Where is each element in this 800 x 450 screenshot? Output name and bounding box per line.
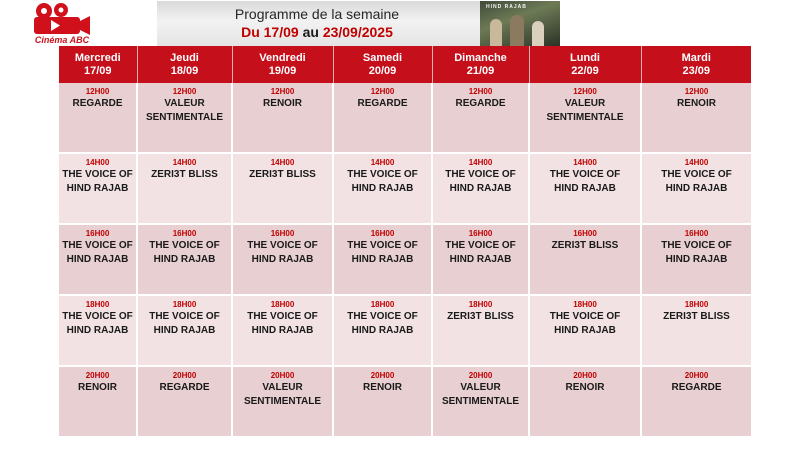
movie-poster	[480, 1, 560, 46]
day-header: Mardi 23/09	[641, 46, 751, 83]
film-title: RENOIR	[263, 98, 302, 109]
film-title: HIND RAJAB	[665, 182, 728, 194]
day-header: Jeudi 18/09	[137, 46, 232, 83]
film-title: HIND RAJAB	[351, 253, 414, 265]
film-title: HIND RAJAB	[665, 253, 728, 265]
film-title: THE VOICE OF	[549, 311, 621, 322]
screening-cell	[432, 366, 529, 437]
screening-time: 18H00	[172, 300, 197, 309]
film-title: ZERI3T BLISS	[151, 169, 218, 180]
film-title: ZERI3T BLISS	[551, 240, 619, 251]
film-title: SENTIMENTALE	[243, 395, 322, 407]
poster-title: HIND RAJAB	[486, 4, 527, 10]
screening-time: 12H00	[684, 87, 709, 96]
screening-time: 12H00	[573, 87, 597, 96]
film-title: THE VOICE OF	[62, 240, 133, 251]
film-title: THE VOICE OF	[661, 169, 732, 180]
screening-cell	[333, 295, 432, 366]
time-slot-row	[59, 153, 751, 224]
screening-time: 14H00	[684, 158, 709, 167]
screening-time: 12H00	[270, 87, 295, 96]
date-end: 23/09/2025	[322, 24, 393, 40]
screening-cell	[137, 153, 232, 224]
film-title: SENTIMENTALE	[145, 111, 224, 123]
film-title: REGARDE	[671, 382, 722, 393]
screening-cell	[529, 83, 641, 153]
film-title: THE VOICE OF	[247, 240, 318, 251]
screening-cell	[59, 295, 137, 366]
film-title: HIND RAJAB	[554, 182, 616, 194]
screening-time: 14H00	[573, 158, 597, 167]
screening-cell	[641, 366, 751, 437]
film-title: THE VOICE OF	[445, 240, 516, 251]
screening-cell	[641, 295, 751, 366]
film-title: HIND RAJAB	[449, 182, 512, 194]
screening-cell	[432, 153, 529, 224]
film-title: HIND RAJAB	[66, 253, 129, 265]
screening-time: 20H00	[85, 371, 110, 380]
film-title: HIND RAJAB	[554, 324, 616, 336]
screening-cell	[641, 83, 751, 153]
day-header: Dimanche 21/09	[432, 46, 529, 83]
screening-cell	[59, 153, 137, 224]
screening-time: 12H00	[468, 87, 493, 96]
day-header: Lundi 22/09	[529, 46, 641, 83]
film-title: VALEUR	[164, 98, 205, 109]
screening-cell	[529, 295, 641, 366]
film-title: VALEUR	[262, 382, 303, 393]
screening-cell	[333, 153, 432, 224]
screening-time: 12H00	[370, 87, 395, 96]
day-header: Mercredi 17/09	[59, 46, 137, 83]
screening-time: 16H00	[370, 229, 395, 238]
page-title: Programme de la semaine	[234, 6, 400, 22]
screening-cell	[333, 83, 432, 153]
film-title: THE VOICE OF	[661, 240, 732, 251]
time-slot-row	[59, 224, 751, 295]
screening-cell	[59, 224, 137, 295]
screening-time: 20H00	[370, 371, 395, 380]
screening-time: 18H00	[573, 300, 597, 309]
film-title: RENOIR	[565, 382, 605, 393]
film-title: THE VOICE OF	[247, 311, 318, 322]
screening-time: 12H00	[172, 87, 197, 96]
screening-cell	[137, 224, 232, 295]
film-title: THE VOICE OF	[62, 169, 133, 180]
film-title: THE VOICE OF	[445, 169, 516, 180]
film-title: HIND RAJAB	[449, 253, 512, 265]
film-title: RENOIR	[363, 382, 402, 393]
screening-time: 20H00	[270, 371, 295, 380]
day-header: Samedi 20/09	[333, 46, 432, 83]
screening-time: 14H00	[85, 158, 110, 167]
film-title: THE VOICE OF	[347, 169, 418, 180]
screening-cell	[232, 366, 333, 437]
header-banner	[157, 1, 560, 46]
screening-cell	[137, 366, 232, 437]
film-title: REGARDE	[357, 98, 408, 109]
screening-cell	[232, 295, 333, 366]
time-slot-row	[59, 83, 751, 153]
screening-cell	[641, 224, 751, 295]
screening-time: 14H00	[270, 158, 295, 167]
screening-cell	[232, 83, 333, 153]
screening-cell	[137, 83, 232, 153]
screening-time: 20H00	[468, 371, 493, 380]
film-title: HIND RAJAB	[66, 182, 129, 194]
schedule-body	[59, 83, 751, 437]
day-header: Vendredi 19/09	[232, 46, 333, 83]
film-title: SENTIMENTALE	[546, 111, 624, 123]
film-title: RENOIR	[677, 98, 716, 109]
screening-cell	[137, 295, 232, 366]
screening-time: 20H00	[172, 371, 197, 380]
screening-cell	[432, 224, 529, 295]
screening-cell	[529, 366, 641, 437]
screening-cell	[529, 153, 641, 224]
film-title: THE VOICE OF	[149, 311, 220, 322]
day-header-row	[59, 46, 751, 83]
screening-time: 20H00	[573, 371, 597, 380]
film-title: RENOIR	[78, 382, 117, 393]
film-title: VALEUR	[460, 382, 501, 393]
screening-time: 12H00	[85, 87, 110, 96]
date-start: Du 17/09	[241, 24, 299, 40]
screening-time: 14H00	[468, 158, 493, 167]
film-camera-icon	[22, 2, 102, 36]
screening-cell	[59, 366, 137, 437]
film-title: THE VOICE OF	[347, 240, 418, 251]
screening-time: 18H00	[370, 300, 395, 309]
screening-cell	[333, 224, 432, 295]
film-title: HIND RAJAB	[251, 324, 314, 336]
film-title: HIND RAJAB	[251, 253, 314, 265]
film-title: SENTIMENTALE	[441, 395, 520, 407]
film-title: VALEUR	[564, 98, 606, 109]
film-title: REGARDE	[455, 98, 506, 109]
cinema-logo	[22, 2, 102, 46]
film-title: THE VOICE OF	[549, 169, 621, 180]
film-title: HIND RAJAB	[153, 324, 216, 336]
film-title: ZERI3T BLISS	[447, 311, 514, 322]
logo-text: Cinéma ABC	[34, 35, 90, 45]
screening-cell	[432, 83, 529, 153]
screening-time: 16H00	[270, 229, 295, 238]
screening-time: 14H00	[172, 158, 197, 167]
screening-time: 20H00	[684, 371, 709, 380]
date-range	[157, 24, 477, 40]
film-title: THE VOICE OF	[149, 240, 220, 251]
screening-time: 18H00	[468, 300, 493, 309]
screening-cell	[232, 153, 333, 224]
film-title: REGARDE	[159, 382, 210, 393]
film-title: HIND RAJAB	[66, 324, 129, 336]
film-title: ZERI3T BLISS	[249, 169, 316, 180]
film-title: THE VOICE OF	[62, 311, 133, 322]
film-title: THE VOICE OF	[347, 311, 418, 322]
date-separator: au	[302, 24, 319, 40]
screening-time: 16H00	[85, 229, 110, 238]
film-title: HIND RAJAB	[153, 253, 216, 265]
schedule-table	[59, 46, 751, 438]
screening-time: 16H00	[684, 229, 709, 238]
screening-cell	[232, 224, 333, 295]
screening-cell	[529, 224, 641, 295]
film-title: ZERI3T BLISS	[663, 311, 730, 322]
screening-time: 18H00	[684, 300, 709, 309]
screening-time: 14H00	[370, 158, 395, 167]
screening-cell	[432, 295, 529, 366]
screening-cell	[641, 153, 751, 224]
screening-cell	[59, 83, 137, 153]
film-title: HIND RAJAB	[351, 324, 414, 336]
screening-cell	[333, 366, 432, 437]
screening-time: 16H00	[468, 229, 493, 238]
time-slot-row	[59, 366, 751, 437]
screening-time: 16H00	[172, 229, 197, 238]
screening-time: 18H00	[85, 300, 110, 309]
time-slot-row	[59, 295, 751, 366]
film-title: HIND RAJAB	[351, 182, 414, 194]
screening-time: 18H00	[270, 300, 295, 309]
screening-time: 16H00	[573, 229, 597, 238]
film-title: REGARDE	[72, 98, 123, 109]
